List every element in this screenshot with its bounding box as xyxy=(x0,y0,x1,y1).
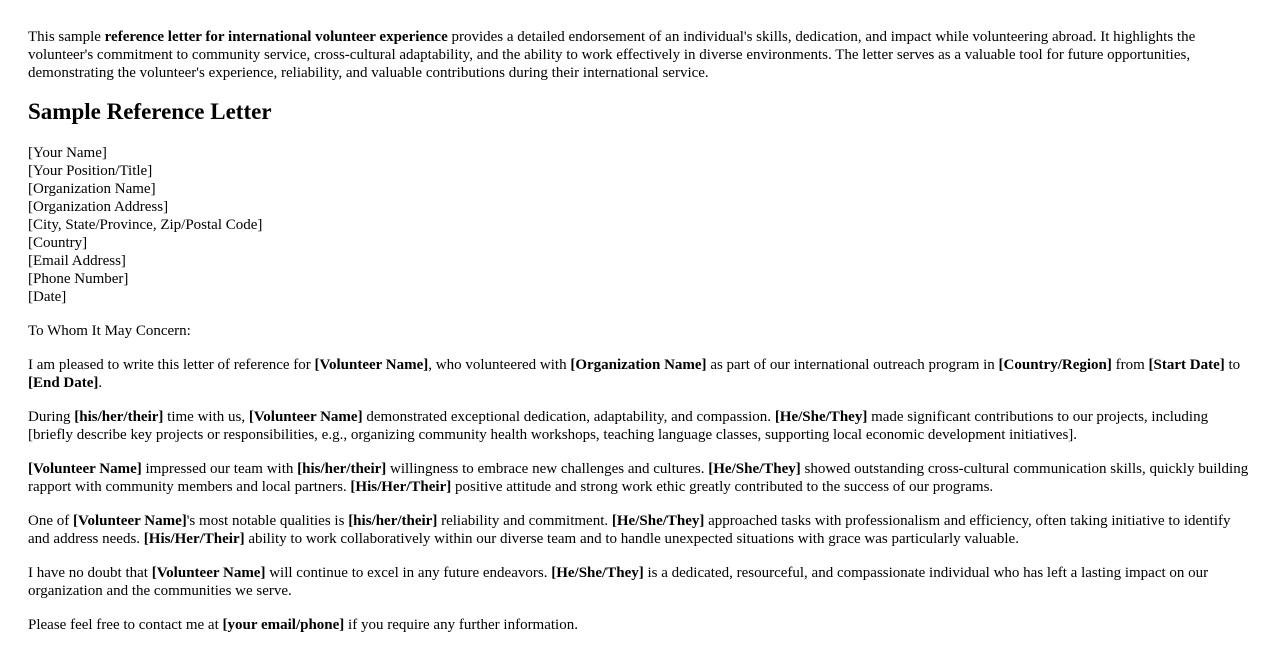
address-line: [Your Position/Title] xyxy=(28,163,153,179)
paragraph-text: showed outstanding cross-cultural communication skills, quickly building rapport with community members and local partners. xyxy=(28,461,1249,495)
paragraph-text: willingness to embrace new challenges and cultures. xyxy=(386,461,709,477)
body-paragraph xyxy=(28,408,1250,444)
paragraph-text: One of xyxy=(28,513,73,529)
salutation: To Whom It May Concern: xyxy=(28,323,191,339)
paragraph-text: reliability and commitment. xyxy=(437,513,612,529)
body-paragraph xyxy=(28,460,1250,496)
address-line: [Organization Address] xyxy=(28,199,169,215)
body-paragraph xyxy=(28,356,1250,392)
placeholder-field: [Volunteer Name] xyxy=(73,513,187,529)
paragraph-text: as part of our international outreach program in xyxy=(706,357,999,373)
placeholder-field: [He/She/They] xyxy=(551,565,644,581)
paragraph-text: if you require any further information. xyxy=(344,617,578,633)
address-line: [Date] xyxy=(28,289,67,305)
address-line: [Organization Name] xyxy=(28,181,156,197)
address-line: [Email Address] xyxy=(28,253,126,269)
letter-body xyxy=(28,356,1250,634)
paragraph-text: 's most notable qualities is xyxy=(186,513,349,529)
body-paragraph xyxy=(28,512,1250,548)
paragraph-text: to xyxy=(1224,357,1241,373)
placeholder-field: [Start Date] xyxy=(1148,357,1225,373)
address-line: [City, State/Province, Zip/Postal Code] xyxy=(28,217,263,233)
placeholder-field: [your email/phone] xyxy=(222,617,345,633)
placeholder-field: [His/Her/Their] xyxy=(143,531,245,547)
paragraph-text: time with us, xyxy=(163,409,249,425)
intro-bold-phrase: reference letter for international volunteer experience xyxy=(104,29,448,45)
paragraph-text: will continue to excel in any future endeavors. xyxy=(265,565,552,581)
address-line: [Your Name] xyxy=(28,145,107,161)
document-page xyxy=(28,28,1250,650)
paragraph-text: During xyxy=(28,409,75,425)
paragraph-text: made significant contributions to our projects, including [briefly describe key projects or responsibilities, e.g., organizing community health workshops, teaching language classes, supporting local economic development initiatives]. xyxy=(28,409,1209,443)
placeholder-field: [his/her/their] xyxy=(297,461,387,477)
address-line: [Phone Number] xyxy=(28,271,129,287)
placeholder-field: [Volunteer Name] xyxy=(151,565,266,581)
body-paragraph xyxy=(28,616,1250,634)
paragraph-text: impressed our team with xyxy=(141,461,298,477)
address-line: [Country] xyxy=(28,235,88,251)
placeholder-field: [Volunteer Name] xyxy=(248,409,363,425)
placeholder-field: [End Date] xyxy=(28,375,99,391)
paragraph-text: from xyxy=(1111,357,1149,373)
placeholder-field: [Organization Name] xyxy=(570,357,707,373)
paragraph-text: approached tasks with professionalism and efficiency, often taking initiative to identify and address needs. xyxy=(28,513,1231,547)
placeholder-field: [He/She/They] xyxy=(708,461,801,477)
intro-prefix: This sample xyxy=(28,29,105,45)
placeholder-field: [his/her/their] xyxy=(348,513,438,529)
paragraph-text: demonstrated exceptional dedication, adaptability, and compassion. xyxy=(362,409,775,425)
paragraph-text: is a dedicated, resourceful, and compassionate individual who has left a lasting impact on our organization and the communities we serve. xyxy=(28,565,1209,599)
paragraph-text: I am pleased to write this letter of reference for xyxy=(28,357,315,373)
paragraph-text: , who volunteered with xyxy=(428,357,571,373)
paragraph-text: positive attitude and strong work ethic greatly contributed to the success of our programs. xyxy=(451,479,994,495)
letter-heading: Sample Reference Letter xyxy=(28,99,272,124)
sender-address-block xyxy=(28,144,1250,306)
paragraph-text: I have no doubt that xyxy=(28,565,152,581)
placeholder-field: [Volunteer Name] xyxy=(314,357,429,373)
placeholder-field: [He/She/They] xyxy=(774,409,868,425)
placeholder-field: [He/She/They] xyxy=(611,513,705,529)
paragraph-text: Please feel free to contact me at xyxy=(28,617,223,633)
placeholder-field: [Volunteer Name] xyxy=(28,461,142,477)
intro-suffix: provides a detailed endorsement of an individual's skills, dedication, and impact while volunteering abroad. It highlights the volunteer's commitment to community service, cross-cultural adaptability, and the ability to work effectively in diverse environments. The letter serves as a valuable tool for future opportunities, demonstrating the volunteer's experience, reliability, and valuable contributions during their international service. xyxy=(28,29,1196,81)
paragraph-text: . xyxy=(98,375,103,391)
paragraph-text: ability to work collaboratively within our diverse team and to handle unexpected situations with grace was particularly valuable. xyxy=(244,531,1019,547)
body-paragraph xyxy=(28,564,1250,600)
placeholder-field: [his/her/their] xyxy=(74,409,164,425)
intro-paragraph xyxy=(28,28,1250,82)
placeholder-field: [His/Her/Their] xyxy=(350,479,452,495)
placeholder-field: [Country/Region] xyxy=(998,357,1112,373)
